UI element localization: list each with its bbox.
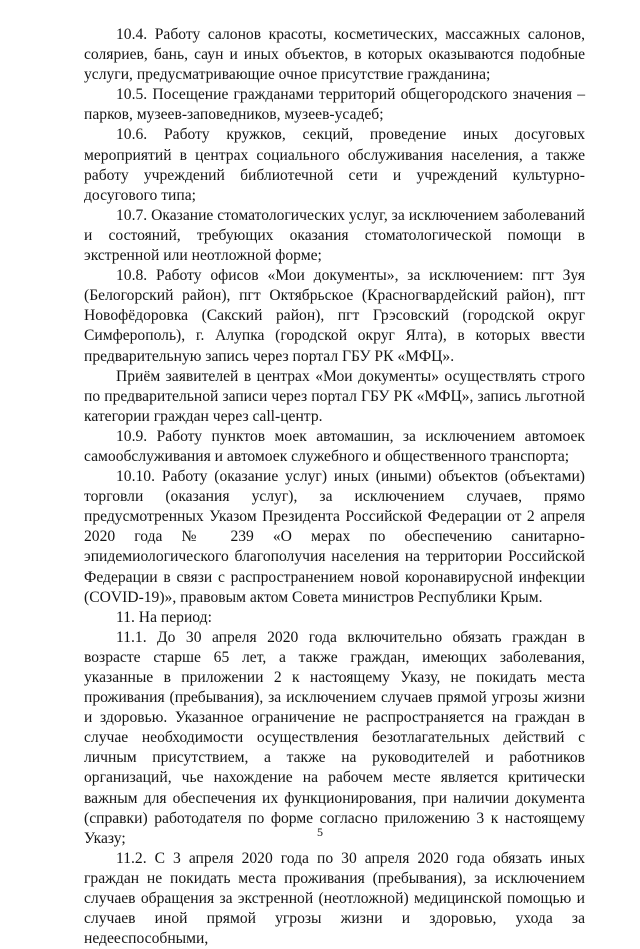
- paragraph-10-10: 10.10. Работу (оказание услуг) иных (иными) объектов (объектами) торговли (оказания услуг), за исключением случаев, прямо предусмотренных Указом Президента Российской Федерации от 2 апреля 2020 года № 239 «О мерах по обеспечению санитарно-эпидемиологического благополучия населения на территории Российской Федерации в связи с распространением новой коронавирусной инфекции (COVID-19)», правовым актом Совета министров Республики Крым.: [84, 468, 585, 606]
- page-number: 5: [317, 825, 323, 839]
- paragraph-11: 11. На период:: [116, 608, 212, 626]
- paragraph-10-9: 10.9. Работу пунктов моек автомашин, за исключением автомоек самообслуживания и автомоек служебного и общественного транспорта;: [84, 427, 585, 465]
- paragraph-mfc-reception: Приём заявителей в центрах «Мои документы» осуществлять строго по предварительной записи через портал ГБУ РК «МФЦ», запись льготной категории граждан через call-центр.: [84, 367, 585, 425]
- paragraph-10-7: 10.7. Оказание стоматологических услуг, за исключением заболеваний и состояний, требующих оказания стоматологической помощи в экстренной или неотложной форме;: [84, 206, 585, 265]
- document-page-body: [84, 25, 585, 949]
- paragraph-11-2: 11.2. С 3 апреля 2020 года по 30 апреля 2020 года обязать иных граждан не покидать места проживания (пребывания), за исключением случаев обращения за экстренной (неотложной) медицинской помощью и случаев иной прямой угрозы жизни и здоровью, ухода за недееспособными,: [84, 849, 585, 948]
- paragraph-10-8: 10.8. Работу офисов «Мои документы», за исключением: пгт Зуя (Белогорский район), пгт Октябрьское (Красногвардейский район), пгт Новофёдоровка (Сакский район), пгт Грэсовский (городской округ Симферополь), г. Алупка (городской округ Ялта), в которых ввести предварительную запись через портал ГБУ РК «МФЦ».: [84, 267, 585, 365]
- paragraph-10-4: 10.4. Работу салонов красоты, косметических, массажных салонов, соляриев, бань, саун и иных объектов, в которых оказываются подобные услуги, предусматривающие очное присутствие гражданина;: [84, 26, 585, 84]
- paragraph-10-6: 10.6. Работу кружков, секций, проведение иных досуговых мероприятий в центрах социального обслуживания населения, а также работу учреждений библиотечной сети и учреждений культурно-досугового типа;: [84, 126, 585, 204]
- paragraph-11-1: 11.1. До 30 апреля 2020 года включительно обязать граждан в возрасте старше 65 лет, а также граждан, имеющих заболевания, указанные в приложении 2 к настоящему Указу, не покидать места проживания (пребывания), за исключением случаев прямой угрозы жизни и здоровью. Указанное ограничение не распространяется на граждан в случае необходимости осуществления безотлагательных действий с личным присутствием, а также на руководителей и работников организаций, чье нахождение на рабочем месте является критически важным для обеспечения их функционирования, при наличии документа (справки) работодателя по форме согласно приложению 3 к настоящему Указу;: [84, 628, 585, 847]
- paragraph-10-5: 10.5. Посещение гражданами территорий общегородского значения – парков, музеев-заповедников, музеев-усадеб;: [84, 86, 585, 124]
